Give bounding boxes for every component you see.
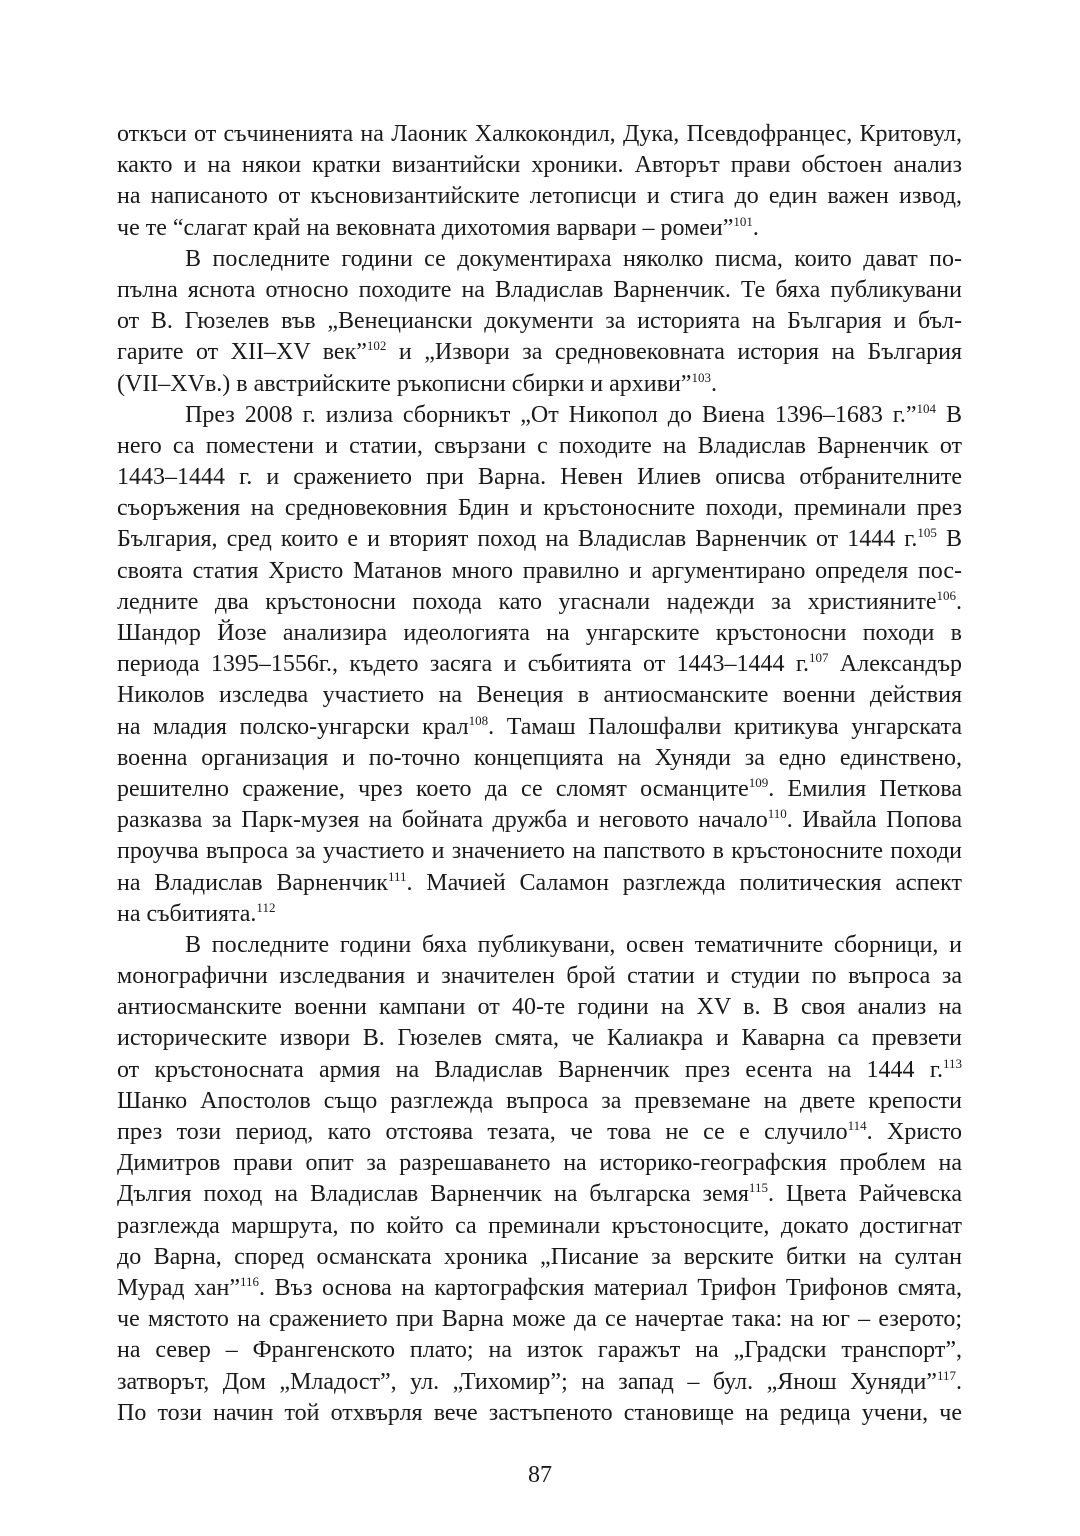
text-run: В последните години се документираха няколко писма, които дават по- <box>185 245 962 272</box>
text-line-content <box>117 680 962 711</box>
text-run: пълна яснота относно походите на Владислав Варненчик. Те бяха публикувани <box>117 276 962 303</box>
text-line-content <box>117 306 962 337</box>
text-run: ледните два кръстоносни похода като угаснали надежди за християните <box>117 588 937 615</box>
text-line <box>117 1055 962 1086</box>
text-line <box>117 961 962 992</box>
text-run: . Ивайла Попова <box>786 807 962 834</box>
text-line <box>117 899 962 930</box>
footnote-ref: 111 <box>387 868 407 884</box>
text-line <box>117 1367 962 1398</box>
text-line-content <box>117 618 962 649</box>
text-run: решително сражение, чрез което да се сломят османците <box>117 775 749 802</box>
text-line <box>117 1117 962 1148</box>
text-line <box>117 524 962 555</box>
text-line-content <box>117 1179 962 1210</box>
text-line <box>117 556 962 587</box>
text-line-content <box>117 961 962 992</box>
footnote-ref: 117 <box>936 1367 956 1383</box>
text-line <box>117 1179 962 1210</box>
text-run: съоръжения на средновековния Бдин и кръстоносните походи, преминали през <box>117 495 962 522</box>
text-run: военна организация и по-точно концепцията на Хуняди за едно единствено, <box>117 744 962 771</box>
text-run: историческите извори В. Гюзелев смята, че Калиакра и Каварна са превзети <box>117 1025 962 1052</box>
text-line <box>117 1398 962 1429</box>
text-line <box>117 930 962 961</box>
text-run: периода 1395–1556г., където засяга и събитията от 1443–1444 г. <box>117 651 810 678</box>
text-line-content <box>117 1211 962 1242</box>
text-run: България, сред които е и вторият поход на Владислав Варненчик от 1444 г. <box>117 526 918 553</box>
text-line-content <box>117 1055 962 1086</box>
text-line <box>117 337 962 368</box>
text-run: гарите от XII–XV век” <box>117 339 367 366</box>
text-line <box>117 587 962 618</box>
text-line-content <box>117 524 962 555</box>
footnote-ref: 113 <box>942 1055 962 1071</box>
text-line-content <box>117 556 962 587</box>
text-run: от В. Гюзелев във „Венециански документи за историята на България и бъл- <box>117 308 962 335</box>
text-line <box>117 275 962 306</box>
text-line-content <box>117 150 962 181</box>
text-run: Димитров прави опит за разрешаването на историко-географския проблем на <box>117 1150 962 1177</box>
text-line <box>117 181 962 212</box>
text-line <box>117 805 962 836</box>
text-line-content <box>117 213 759 244</box>
text-run: (VII–XVв.) в австрийските ръкописни сбирки и архиви” <box>117 370 692 397</box>
text-line <box>117 712 962 743</box>
text-line <box>117 400 962 431</box>
text-line <box>117 1023 962 1054</box>
footnote-ref: 115 <box>748 1180 768 1196</box>
text-line <box>117 213 962 244</box>
text-line <box>117 992 962 1023</box>
text-run: Дългия поход на Владислав Варненчик на българска земя <box>117 1181 749 1208</box>
text-line-content <box>117 369 717 400</box>
text-run: на написаното от късновизантийските летописци и стига до един важен извод, <box>117 183 962 210</box>
text-run: . Тамаш Палошфалви критикува унгарската <box>488 713 962 740</box>
text-line-content <box>117 1304 962 1335</box>
text-line <box>117 649 962 680</box>
text-line <box>117 1304 962 1335</box>
footnote-ref: 105 <box>917 525 937 541</box>
text-run: . Мачией Саламон разглежда политическия аспект <box>406 869 963 896</box>
text-line-content <box>117 1242 962 1273</box>
text-line-content <box>117 1335 962 1366</box>
text-line <box>117 868 962 899</box>
text-run: . Въз основа на картографския материал Трифон Трифонов смята, <box>259 1274 963 1301</box>
footnote-ref: 116 <box>239 1273 260 1289</box>
text-run: В <box>936 526 962 553</box>
text-run: През 2008 г. излиза сборникът „От Никопол до Виена 1396–1683 г.” <box>185 401 917 428</box>
text-run: разказва за Парк-музея на бойната дружба и неговото начало <box>117 807 768 834</box>
footnote-ref: 104 <box>916 400 937 416</box>
text-line-content <box>117 431 962 462</box>
text-run: разглежда маршрута, по който са преминали кръстоносците, докато достигнат <box>117 1212 962 1239</box>
text-line-content <box>117 805 962 836</box>
text-run: По този начин той отхвърля вече застъпеното становище на редица учени, че <box>117 1399 962 1426</box>
text-line-content <box>117 181 962 212</box>
text-run: В <box>936 401 962 428</box>
text-line <box>117 1086 962 1117</box>
text-line-content <box>117 899 275 930</box>
body-text <box>117 119 962 1429</box>
footnote-ref: 101 <box>733 213 753 229</box>
text-run: през този период, като отстоява тезата, че това не се е случило <box>117 1119 848 1145</box>
text-line <box>117 1242 962 1273</box>
text-line-content <box>117 1117 962 1148</box>
text-line <box>117 431 962 462</box>
text-line <box>117 306 962 337</box>
footnote-ref: 102 <box>366 338 387 354</box>
text-line <box>117 680 962 711</box>
text-line-content <box>117 587 962 618</box>
footnote-ref: 107 <box>809 650 829 666</box>
text-run: своята статия Христо Матанов много правилно и аргументирано определя пос- <box>117 557 962 584</box>
text-run: на Владислав Варненчик <box>117 869 388 896</box>
text-run: монографични изследвания и значителен брой статии и студии по въпроса за <box>117 963 962 990</box>
text-run: Александър <box>828 651 962 678</box>
text-run: че те “слагат край на вековната дихотомия варвари – ромеи” <box>117 214 734 241</box>
footnote-ref: 108 <box>468 712 489 728</box>
text-run: откъси от съчиненията на Лаоник Халкокондил, Дука, Псевдофранцес, Критовул, <box>117 121 962 147</box>
text-run: до Варна, според османската хроника „Писание за верските битки на султан <box>117 1243 962 1270</box>
text-line-content <box>185 244 962 275</box>
text-run: . Христо <box>866 1119 962 1145</box>
text-run: . <box>956 1368 962 1395</box>
text-run: . <box>752 214 759 241</box>
text-run: Николов изследва участието на Венеция в антиосманските военни действия <box>117 682 962 709</box>
footnote-ref: 114 <box>847 1118 867 1133</box>
text-line-content <box>117 462 962 493</box>
text-line <box>117 493 962 524</box>
text-run: от кръстоносната армия на Владислав Варненчик през есента на 1444 г. <box>117 1056 943 1083</box>
text-line <box>117 774 962 805</box>
page-number: 87 <box>528 1462 552 1488</box>
text-line <box>117 119 962 150</box>
text-line-content <box>117 493 962 524</box>
text-run: него са поместени и статии, свързани с походите на Владислав Варненчик от <box>117 432 962 459</box>
text-run: на събитията. <box>117 900 257 927</box>
text-run: . Цвета Райчевска <box>767 1181 962 1208</box>
footnote-ref: 103 <box>691 369 711 385</box>
text-run: проучва въпроса за участието и значението на папството в кръстоносните походи <box>117 838 962 865</box>
text-line-content <box>117 649 962 680</box>
text-line-content <box>117 743 962 774</box>
text-line-content <box>117 1086 962 1117</box>
text-run: антиосманските военни кампани от 40-те години на XV в. В своя анализ на <box>117 994 962 1021</box>
text-line <box>117 150 962 181</box>
text-run: . <box>956 588 962 615</box>
text-run: В последните години бяха публикувани, освен тематичните сборници, и <box>185 931 962 958</box>
text-line-content <box>117 337 962 368</box>
text-run: Шанко Апостолов също разглежда въпроса за превземане на двете крепости <box>117 1087 962 1114</box>
text-line-content <box>117 836 962 867</box>
text-run: . <box>710 370 717 397</box>
text-run: както и на някои кратки византийски хроники. Авторът прави обстоен анализ <box>117 152 962 179</box>
text-line-content <box>117 712 962 743</box>
text-line-content <box>117 1023 962 1054</box>
text-line-content <box>117 1398 962 1429</box>
text-run: на север – Франгенското плато; на изток гаражът на „Градски транспорт”, <box>117 1337 962 1364</box>
text-line-content <box>185 930 962 961</box>
text-line <box>117 244 962 275</box>
text-line <box>117 1211 962 1242</box>
text-line-content <box>117 275 962 306</box>
text-run: и „Извори за средновековната история на България <box>386 339 963 366</box>
text-run: Шандор Йозе анализира идеологията на унгарските кръстоносни походи в <box>117 620 962 646</box>
text-line <box>117 462 962 493</box>
text-run: че мястото на сражението при Варна може да се начертае така: на юг – езерото; <box>117 1306 962 1333</box>
footnote-ref: 110 <box>767 806 787 822</box>
text-line-content <box>185 400 962 431</box>
text-run: Мурад хан” <box>117 1274 240 1301</box>
text-line-content <box>117 1148 962 1179</box>
text-line-content <box>117 1273 962 1304</box>
text-line-content <box>117 868 962 899</box>
footnote-ref: 112 <box>256 899 276 915</box>
text-line <box>117 369 962 400</box>
text-run: затворът, Дом „Младост”, ул. „Тихомир”; на запад – бул. „Янош Хуняди” <box>117 1368 937 1395</box>
text-line <box>117 1335 962 1366</box>
text-line <box>117 1148 962 1179</box>
text-line <box>117 1273 962 1304</box>
text-line-content <box>117 1367 962 1398</box>
text-run: на младия полско-унгарски крал <box>117 713 469 740</box>
text-run: 1443–1444 г. и сражението при Варна. Невен Илиев описва отбранителните <box>117 464 962 491</box>
text-run: . Емилия Петкова <box>768 775 963 802</box>
text-line-content <box>117 774 962 805</box>
text-line-content <box>117 119 962 150</box>
footnote-ref: 106 <box>936 587 956 603</box>
text-line <box>117 743 962 774</box>
footnote-ref: 109 <box>748 774 769 790</box>
text-line-content <box>117 992 962 1023</box>
text-line <box>117 836 962 867</box>
text-line <box>117 618 962 649</box>
